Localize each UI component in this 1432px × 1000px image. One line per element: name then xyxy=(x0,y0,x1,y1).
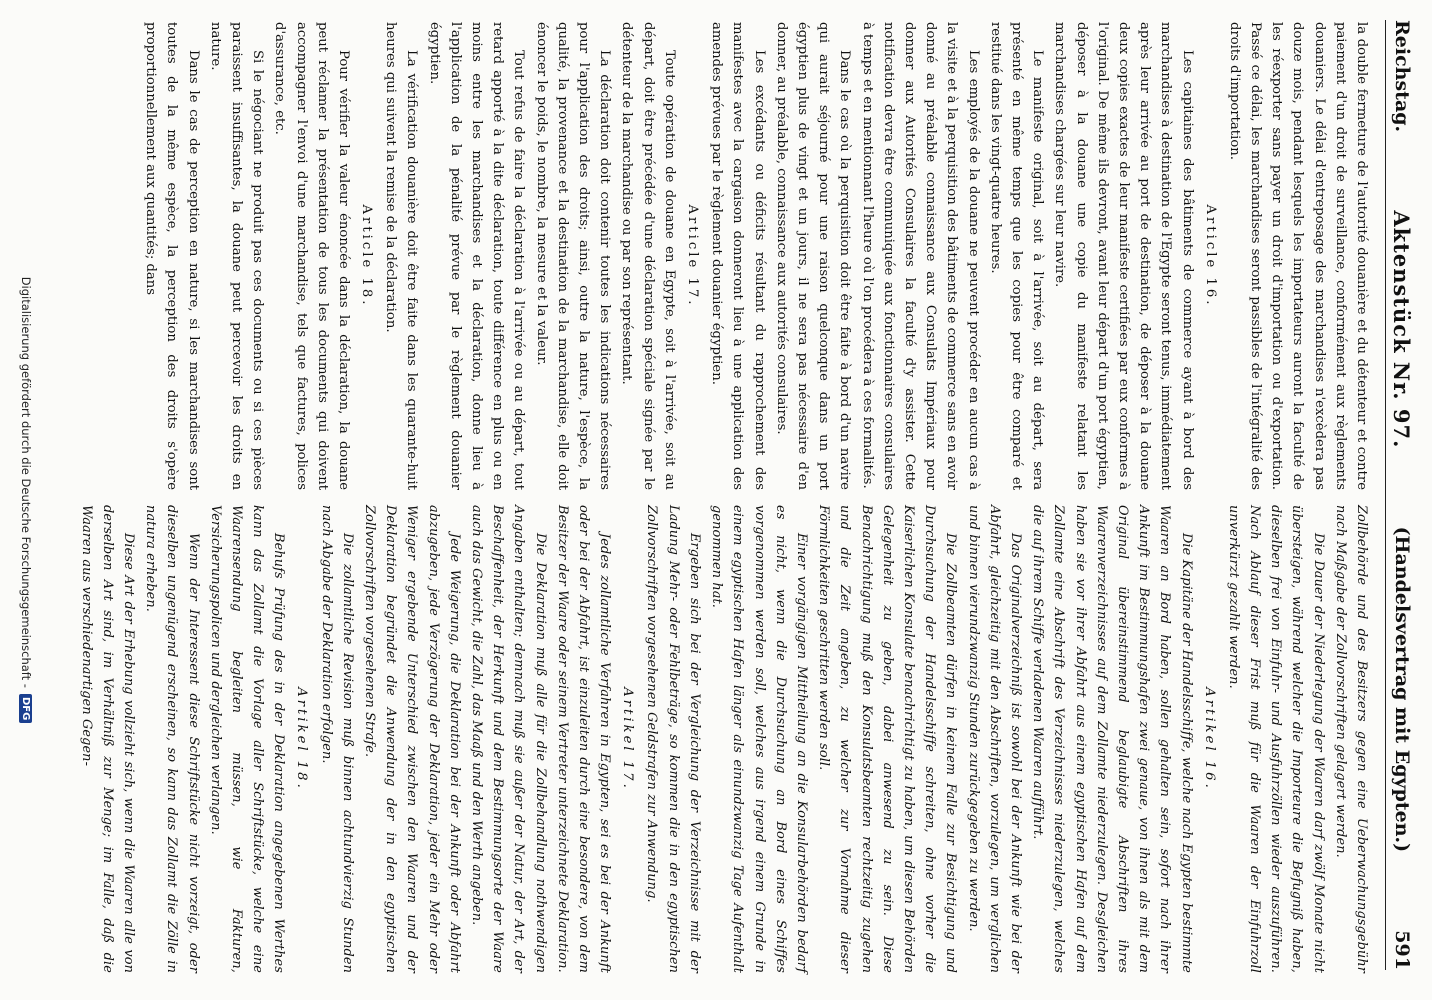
header-right: (Handelsvertrag mit Egypten.) xyxy=(1391,526,1413,853)
text-paragraph: Zollbehörde und des Besitzers gegen eine Ueberwachungsgebühr nach Maßgabe der Zollvorschriften gelagert werden. xyxy=(1332,505,1369,973)
text-paragraph: Pour vérifier la valeur énoncée dans la déclaration, la douane peut réclamer la présentation de tous les documents qui doivent accompagner l'envoi d'une marchandise, tels que factures, polices d'assurance, etc. xyxy=(272,22,352,490)
text-paragraph: Ergeben sich bei der Vergleichung der Verzeichnisse mit der Ladung Mehr- oder Fehlbeträge, so kommen die in den egyptischen Zollvorschriften vorgesehenen Geldstrafen zur Anwendung. xyxy=(644,505,702,973)
german-text-column xyxy=(78,505,1372,973)
text-paragraph: La déclaration doit contenir toutes les indications nécessaires pour l'application des droits; ainsi, outre la nature, l'espèce, la qualité, la provenance et la destination de la marchandise, elle doit énoncer le poids, le nombre, la mesure et la valeur. xyxy=(533,22,613,490)
text-paragraph: Toute opération de douane en Egypte, soit à l'arrivée, soit au départ, doit être précédée d'une déclaration spéciale signée par le détenteur de la marchandise ou par son représentant. xyxy=(619,22,677,490)
text-paragraph: Les capitaines des bâtiments de commerce ayant à bord des marchandises à destination de l'Egypte seront tenus, immédiatement après leur arrivée au port de destination, de déposer à la douane deux copies exactes de leur manifeste certifiées par eux conformes à l'original. De même ils devront, avant leur départ d'un port égyptien, déposer à la douane une copie du manifeste relatant les marchandises chargées sur leur navire. xyxy=(1052,22,1195,490)
text-paragraph: Diese Art der Erhebung vollzieht sich, wenn die Waaren alle von derselben Art sind, im Verhältniß zur Menge; im Falle, daß die Waaren aus verschiedenartigen Gegen- xyxy=(78,505,137,973)
article-heading: Artikel 16. xyxy=(1201,687,1217,791)
text-paragraph: Si le négociant ne produit pas ces documents ou si ces pièces paraissent insuffisantes, la douane peut percevoir les droits en nature. xyxy=(207,22,266,490)
text-paragraph: Die Kapitäne der Handelsschiffe, welche nach Egypten bestimmte Waaren an Bord haben, sollen gehalten sein, sofort nach ihrer Ankunft im Bestimmungshafen zwei genaue, von ihnen als mit dem Original übereinstimmend beglaubigte Abschriften ihres Waarenverzeichnisses auf dem Zollamte niederzulegen. Desgleichen haben sie vor ihrer Abfahrt aus einem egyptischen Hafen auf dem Zollamte eine Abschrift des Verzeichnisses niederzulegen, welches die auf ihrem Schiffe verladenen Waaren aufführt. xyxy=(1030,505,1194,973)
article-heading: Article 17. xyxy=(684,204,700,308)
digitization-footer xyxy=(14,0,38,1000)
text-paragraph: Die Deklaration muß alle für die Zollbehandlung nothwendigen Angaben enthalten; demnach muß sie außer der Natur, der Art, der Beschaffenheit, der Herkunft und dem Bestimmungsorte der Waare auch das Gewicht, die Zahl, das Maaß und den Werth angeben. xyxy=(469,505,548,973)
text-paragraph: Les employés de la douane ne peuvent procéder en aucun cas à la visite et à la perquisition des bâtiments de commerce sans en avoir donné au préalable connaissance aux Consulats Impériaux pour donner aux Autorités Consulaires la faculté d'y assister. Cette notification devra être communiquée aux fonctionnaires consulaires à temps et en mentionnant l'heure où l'on procédera à ces formalités. xyxy=(859,22,981,490)
text-paragraph: Jedes zollamtliche Verfahren in Egypten, sei es bei der Ankunft oder bei der Abfahrt, ist einzuleiten durch eine besondere, von dem Besitzer der Waare oder seinem Vertreter unterzeichnete Deklaration. xyxy=(554,505,613,973)
text-paragraph: Das Originalverzeichniß ist sowohl bei der Ankunft wie bei der Abfahrt, gleichzeitig mit den Abschriften, vorzulegen, um verglichen und binnen vierundzwanzig Stunden zurückgegeben zu werden. xyxy=(965,505,1023,973)
header-left: Reichstag. xyxy=(1391,20,1413,133)
text-paragraph: Die zollamtliche Revision muß binnen achtundvierzig Stunden nach Abgabe der Deklaration erfolgen. xyxy=(318,505,355,973)
page-number: 591 xyxy=(1391,930,1413,970)
text-paragraph: Die Zollbeamten dürfen in keinem Falle zur Besichtigung und Durchsuchung der Handelsschiffe schreiten, ohne vorher die Kaiserlichen Konsulate benachrichtigt zu haben, um diesen Behörden Gelegenheit zu geben, dabei anwesend zu sein. Diese Benachrichtigung muß den Konsulatsbeamten rechtzeitig zugehen und die Zeit angeben, zu welcher zur Vornahme dieser Förmlichkeiten geschritten werden soll. xyxy=(816,505,959,973)
text-paragraph: Tout refus de faire la déclaration à l'arrivée ou au départ, tout retard apporté à la dite déclaration, toute différence en plus ou en moins entre les marchandises et la déclaration, donne lieu à l'application de la pénalité prévue par le règlement douanier égyptien. xyxy=(426,22,527,490)
article-heading: Article 18. xyxy=(359,204,375,308)
article-heading: Article 16. xyxy=(1202,204,1218,308)
text-paragraph: Les excédants ou déficits résultant du rapprochement des manifestes avec la cargaison donneront lieu à une application des amendes prévues par le règlement douanier égyptien. xyxy=(709,22,767,490)
text-paragraph: Die Dauer der Niederlegung der Waaren darf zwölf Monate nicht übersteigen, während welcher die Importeure die Befugniß haben, dieselben frei von Einfuhr- und Ausfuhrzöllen wieder auszuführen. Nach Ablauf dieser Frist muß für die Waaren der Einfuhrzoll unverkürzt gezahlt werden. xyxy=(1225,505,1326,973)
text-paragraph: La vérification douanière doit être faite dans les quarante-huit heures qui suivent la remise de la déclaration. xyxy=(383,22,420,490)
text-paragraph: Dans le cas de perception en nature, si les marchandises sont toutes de la même espèce, la perception des droits s'opère proportionnellement aux quantités; dans xyxy=(143,22,201,490)
text-paragraph: Le manifeste original, soit à l'arrivée, soit au départ, sera présenté en même temps que les copies pour être comparé et restitué dans les vingt-quatre heures. xyxy=(987,22,1046,490)
page-header xyxy=(1385,20,1418,970)
text-paragraph: la double fermeture de l'autorité douanière et du détenteur et contre paiement d'un droit de surveillance, conformément aux règlements douaniers. Le délai d'entreposage des marchandises n'excèdera pas douze mois, pendant lesquels les importateurs auront la faculté de les réexporter sans payer un droit d'importation ou d'exportation. Passé ce délai, les marchandises seront passibles de l'intégralité des droits d'importation. xyxy=(1226,22,1369,490)
article-heading: Artikel 18. xyxy=(294,687,310,791)
french-text-column xyxy=(143,22,1372,490)
text-paragraph: Wenn der Interessent diese Schriftstücke nicht vorzeigt, oder dieselben ungenügend erscheinen, so kann das Zollamt die Zölle in natura erheben. xyxy=(143,505,201,973)
text-paragraph: Dans le cas où la perquisition doit être faite à bord d'un navire qui aurait séjourné pour une raison quelconque dans un port égyptien plus de vingt et un jours, il ne sera pas nécessaire d'en donner, au préalable, connaissance aux autorités consulaires. xyxy=(773,22,853,490)
text-paragraph: Einer vorgängigen Mittheilung an die Konsularbehörden bedarf es nicht, wenn die Durchsuchung an Bord eines Schiffes vorgenommen werden soll, welches aus irgend einem Grunde in einem egyptischen Hafen länger als einundzwanzig Tage Aufenthalt genommen hat. xyxy=(709,505,809,973)
text-paragraph: Jede Weigerung, die Deklaration bei der Ankunft oder Abfahrt abzugeben, jede Verzögerung der Deklaration, jeder ein Mehr oder Weniger ergebende Unterschied zwischen den Waaren und der Deklaration begründet die Anwendung der in den egyptischen Zollvorschriften vorgesehenen Strafe. xyxy=(362,505,462,973)
article-heading: Artikel 17. xyxy=(620,687,636,791)
dfg-logo: DFG xyxy=(20,694,33,723)
text-paragraph: Behufs Prüfung des in der Deklaration angegebenen Werthes kann das Zollamt die Vorlage aller Schriftstücke, welche eine Waarensendung begleiten müssen, wie Fakturen, Versicherungspolicen und dergleichen verlangen. xyxy=(207,505,287,973)
header-center: Aktenstück Nr. 97. xyxy=(1389,210,1415,449)
footer-text: Digitalisierung gefördert durch die Deutsche Forschungsgemeinschaft - xyxy=(19,276,33,688)
